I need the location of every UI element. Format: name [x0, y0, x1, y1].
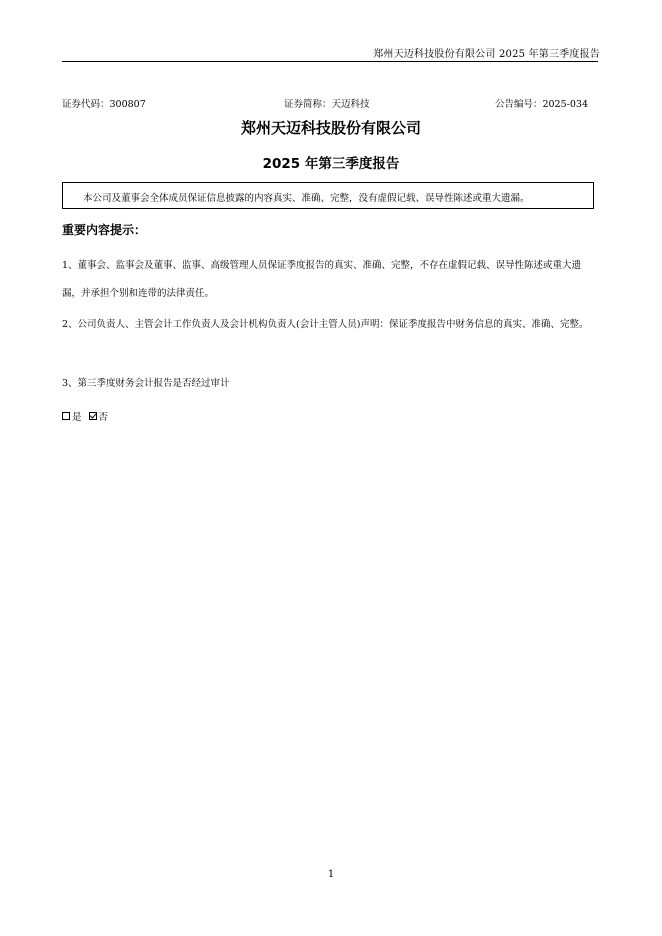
- running-header: 郑州天迈科技股份有限公司 2025 年第三季度报告: [373, 49, 600, 60]
- stock-abbreviation: 证券简称：天迈科技: [284, 99, 370, 110]
- audit-options: [62, 409, 108, 423]
- notice-box: [62, 182, 594, 209]
- audit-no-checkbox[interactable]: [89, 412, 97, 420]
- important-item-3: 3、第三季度财务会计报告是否经过审计: [62, 378, 230, 389]
- important-item-1: 1、董事会、监事会及董事、监事、高级管理人员保证季度报告的真实、准确、完整，不存在虚假记载、误导性陈述或重大遗漏，并承担个别和连带的法律责任。: [62, 260, 582, 299]
- announcement-number: 公告编号：2025-034: [494, 99, 588, 110]
- audit-yes-checkbox[interactable]: [62, 412, 70, 420]
- company-title: 郑州天迈科技股份有限公司: [240, 119, 421, 137]
- audit-no-label: 否: [98, 412, 109, 423]
- important-item-2: 2、公司负责人、主管会计工作负责人及会计机构负责人(会计主管人员)声明：保证季度报告中财务信息的真实、准确、完整。: [62, 319, 589, 330]
- audit-yes-label: 是: [72, 412, 82, 423]
- report-title: 2025 年第三季度报告: [262, 156, 400, 172]
- important-heading: 重要内容提示：: [62, 223, 147, 237]
- page-number: 1: [327, 869, 335, 880]
- notice-text: 本公司及董事会全体成员保证信息披露的内容真实、准确、完整，没有虚假记载、误导性陈述或重大遗漏。: [83, 193, 530, 204]
- stock-code: 证券代码：300807: [62, 99, 146, 110]
- header-rule: [62, 61, 598, 62]
